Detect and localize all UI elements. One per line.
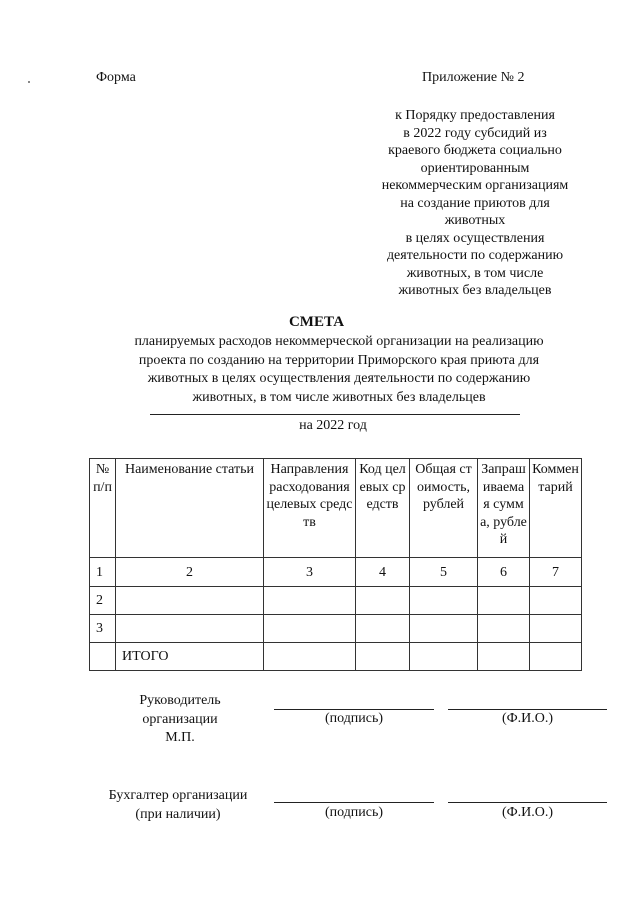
appendix-note-line: краевого бюджета социально: [388, 143, 562, 158]
document-subtitle: [104, 333, 574, 407]
column-number-cell: 7: [530, 558, 582, 587]
table-cell: [264, 615, 356, 643]
table-cell: [90, 643, 116, 671]
appendix-note-line: некоммерческим организациям: [381, 178, 569, 193]
table-cell: 2: [90, 587, 116, 615]
header-cell-funds-code: Код целевых средств: [356, 459, 410, 558]
head-signature-caption: (подпись): [324, 711, 384, 726]
head-signature-line: [274, 709, 434, 710]
subtitle-line: животных, в том числе животных без владельцев: [192, 389, 486, 405]
header-cell-comment: Комментарий: [530, 459, 582, 558]
table-cell: [530, 615, 582, 643]
appendix-note-line: деятельности по содержанию: [386, 248, 564, 263]
organization-name-line: [150, 414, 520, 415]
subtitle-line: планируемых расходов некоммерческой организации на реализацию: [134, 334, 544, 349]
table-cell: [410, 643, 478, 671]
appendix-note-line: животных, в том числе: [406, 265, 544, 281]
column-number-cell: 1: [90, 558, 116, 587]
table-cell: 3: [90, 615, 116, 643]
appendix-note-line: на создание приютов для: [400, 195, 550, 211]
appendix-note-line: животных: [444, 213, 506, 228]
accountant-signature-caption: (подпись): [324, 805, 384, 820]
subtitle-line: животных в целях осуществления деятельности по содержанию: [147, 371, 531, 386]
table-cell: [478, 615, 530, 643]
table-cell: [410, 587, 478, 615]
column-number-cell: 5: [410, 558, 478, 587]
table-header-row: [90, 459, 582, 558]
head-label-line: организации: [142, 711, 218, 727]
margin-mark: [28, 81, 30, 83]
subtitle-line: проекта по созданию на территории Приморского края приюта для: [138, 352, 540, 368]
document-title: СМЕТА: [288, 314, 345, 330]
header-cell-total-cost: Общая стоимость, рублей: [410, 459, 478, 558]
head-label-line: Руководитель: [139, 693, 221, 708]
header-cell-requested-amount: Запрашиваемая сумма, рублей: [478, 459, 530, 558]
table-cell: [478, 587, 530, 615]
table-cell: [116, 587, 264, 615]
accountant-label-line: (при наличии): [135, 806, 221, 822]
table-row: [90, 587, 582, 615]
total-row: [90, 643, 582, 671]
table-cell: [530, 587, 582, 615]
table-cell: [356, 643, 410, 671]
accountant-signature-line: [274, 802, 434, 803]
header-cell-item-name: Наименование статьи: [116, 459, 264, 558]
accountant-label-line: Бухгалтер организации: [108, 788, 248, 803]
accountant-signature-label: [98, 787, 258, 824]
accountant-name-line: [448, 802, 607, 803]
appendix-note-line: животных без владельцев: [398, 283, 552, 298]
head-name-caption: (Ф.И.О.): [501, 711, 554, 726]
table-cell: [356, 615, 410, 643]
seal-label: М.П.: [165, 730, 195, 745]
year-label: на 2022 год: [299, 418, 367, 433]
column-number-cell: 4: [356, 558, 410, 587]
appendix-note: [355, 107, 595, 300]
appendix-note-line: в целях осуществления: [405, 230, 545, 246]
column-number-cell: 2: [116, 558, 264, 587]
column-number-cell: 6: [478, 558, 530, 587]
header-cell-number: № п/п: [90, 459, 116, 558]
head-name-line: [448, 709, 607, 710]
table-cell: [530, 643, 582, 671]
estimate-table: [89, 458, 582, 671]
total-label: ИТОГО: [116, 643, 264, 671]
table-cell: [264, 587, 356, 615]
accountant-name-caption: (Ф.И.О.): [501, 805, 554, 820]
table-cell: [264, 643, 356, 671]
table-row: [90, 615, 582, 643]
column-number-row: [90, 558, 582, 587]
header-cell-spending-direction: Направления расходования целевых средств: [264, 459, 356, 558]
appendix-note-line: ориентированным: [420, 160, 530, 176]
table-cell: [410, 615, 478, 643]
head-signature-label: [110, 692, 250, 748]
appendix-note-line: к Порядку предоставления: [395, 108, 555, 123]
appendix-label: Приложение № 2: [422, 70, 525, 85]
column-number-cell: 3: [264, 558, 356, 587]
appendix-note-line: в 2022 году субсидий из: [403, 125, 547, 141]
table-cell: [478, 643, 530, 671]
table-cell: [116, 615, 264, 643]
form-label: Форма: [96, 70, 136, 85]
table-cell: [356, 587, 410, 615]
